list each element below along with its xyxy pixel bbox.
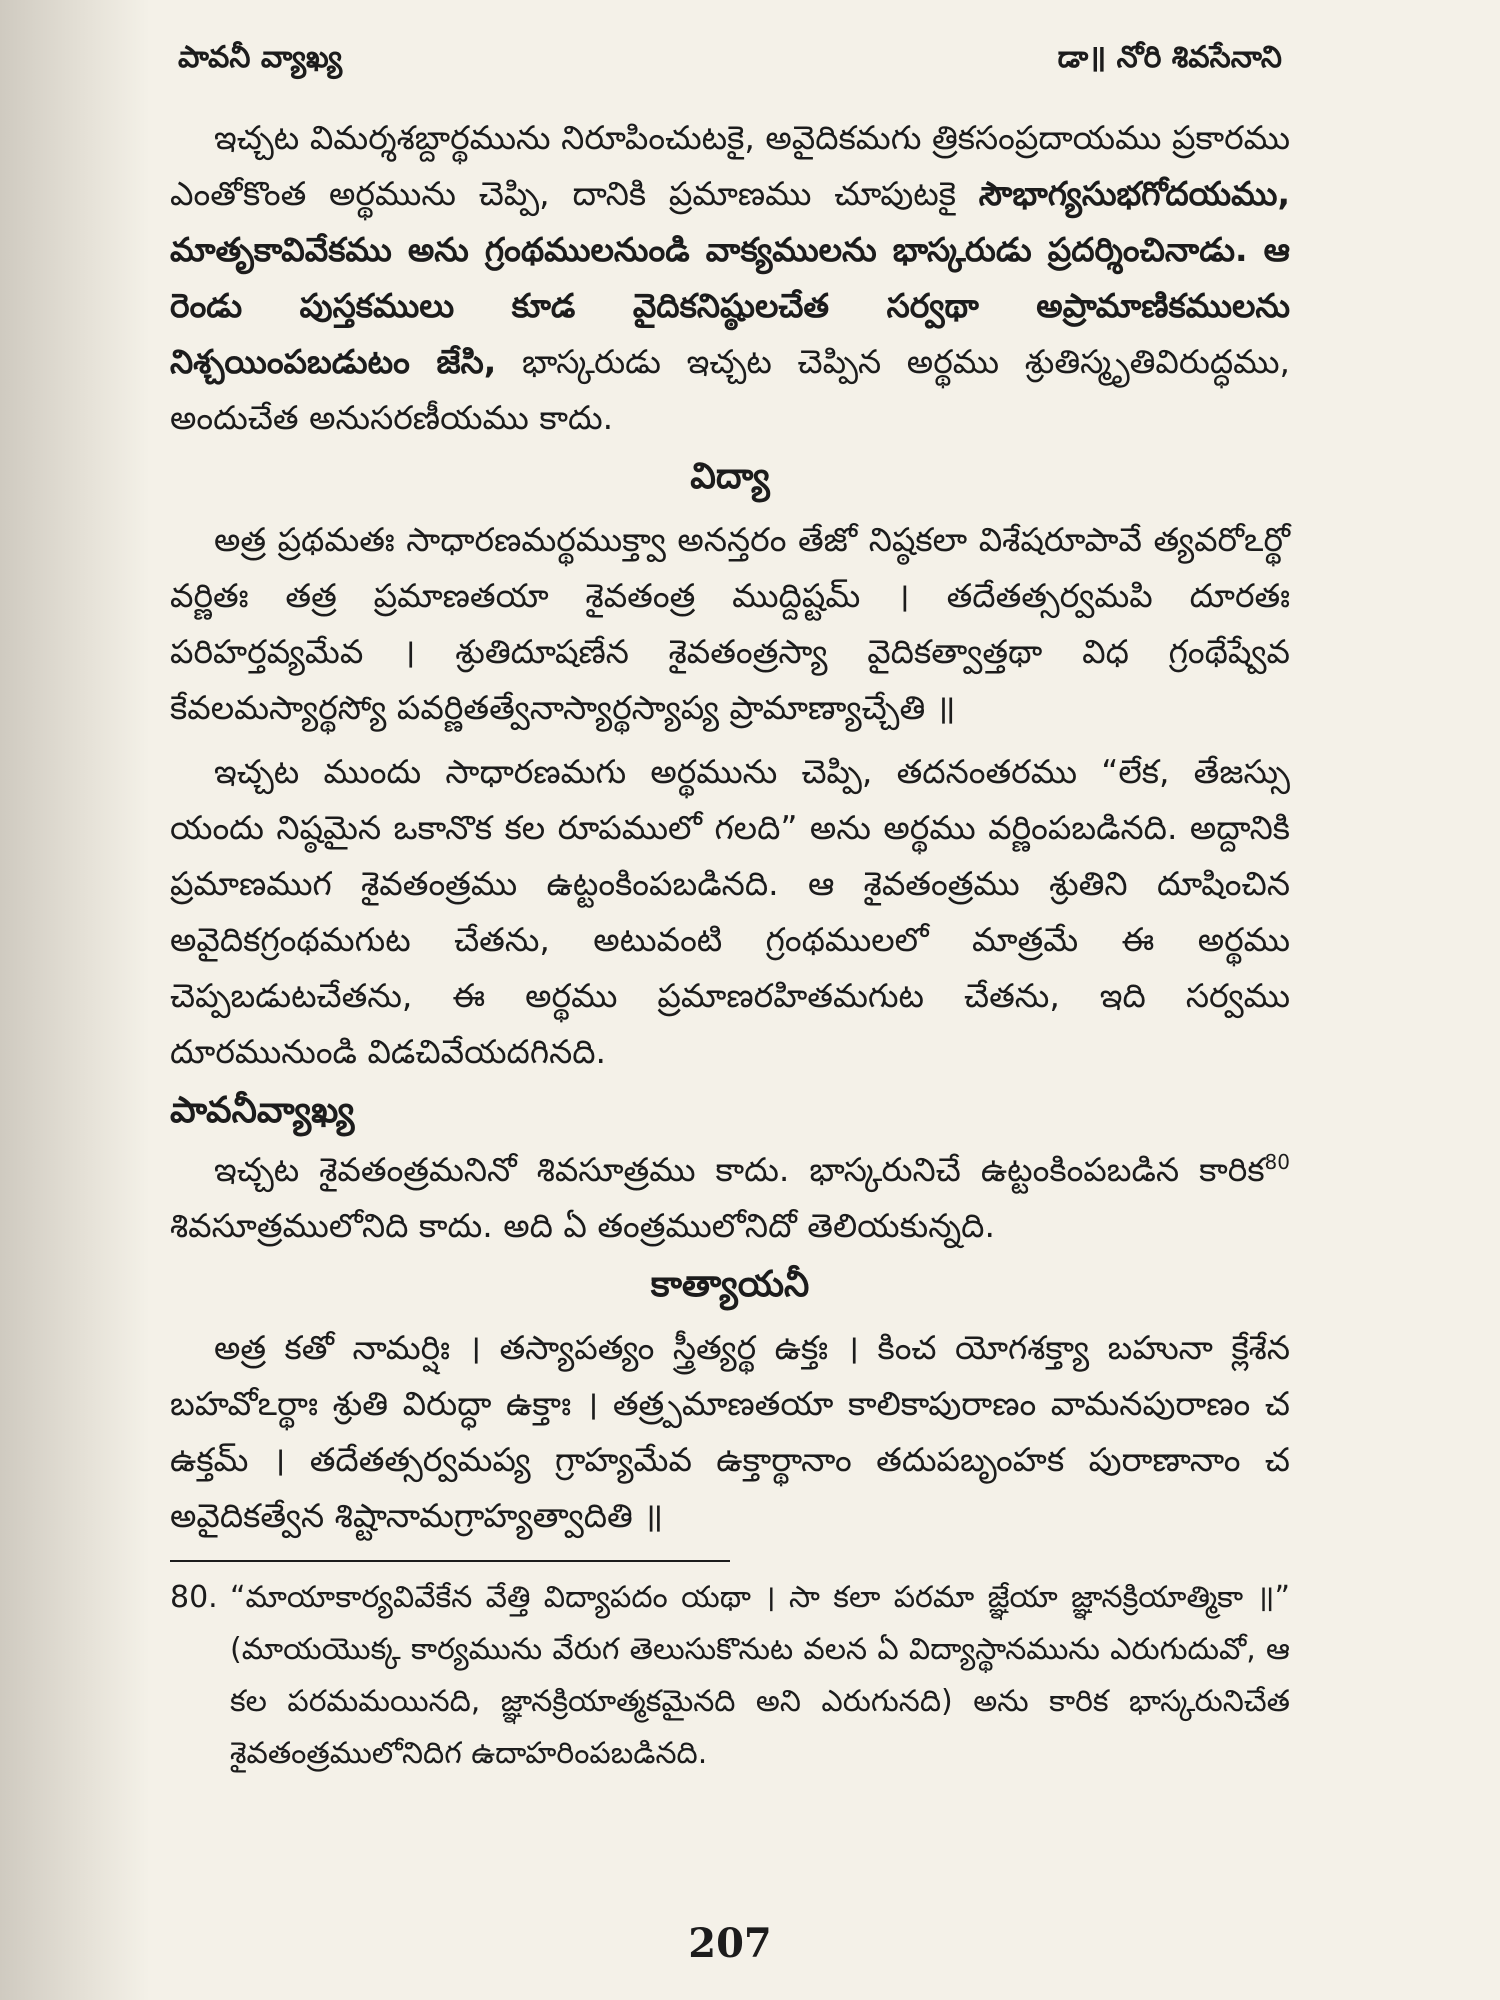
pavani-text-1: ఇచ్చట శైవతంత్రమనినో శివసూత్రము కాదు. భాస్కరునిచే ఉట్టంకింపబడిన కారిక <box>214 1150 1265 1189</box>
intro-text-2: భాస్కరుడు ఇచ్చట చెప్పిన అర్థము శ్రుతిస్మృతివిరుద్ధము, అందుచేత అనుసరణీయము కాదు. <box>170 342 1291 437</box>
page-number: 207 <box>688 1920 772 1967</box>
intro-paragraph <box>170 110 1290 446</box>
footnote-text: “మాయాకార్యవివేకేన వేత్తి విద్యాపదం యథా । సా కలా పరమా జ్ఞేయా జ్ఞానక్రియాత్మికా ॥” (మాయయొక్క కార్యమును వేరుగ తెలుసుకొనుట వలన ఏ విద్యాస్థానమును ఎరుగుదువో, ఆ కల పరమమయినది, జ్ఞానక్రియాత్మకమైనది అని ఎరుగునది) అను కారిక భాస్కరునిచేత శైవతంత్రములోనిదిగ ఉదాహరింపబడినది. <box>230 1580 1290 1771</box>
footnote-ref: 80 <box>1264 1150 1290 1174</box>
running-head-right: డా॥ నోరి శివసేనాని <box>1057 40 1282 75</box>
footnote-number: 80. <box>170 1580 218 1615</box>
book-page <box>170 40 1290 1970</box>
footnote <box>170 1572 1290 1780</box>
pavani-text-2: శివసూత్రములోనిది కాదు. అది ఏ తంత్రములోనిదో తెలియకున్నది. <box>170 1206 995 1245</box>
section-heading-vidya: విద్యా <box>690 456 770 497</box>
section-heading-pavani: పావనీవ్యాఖ్య <box>170 1090 355 1131</box>
running-head-left: పావనీ వ్యాఖ్య <box>178 40 343 75</box>
running-head <box>170 40 1290 82</box>
pavani-paragraph <box>170 1142 1290 1254</box>
book-binding-shadow <box>0 0 150 2000</box>
vidya-telugu-paragraph: ఇచ్చట ముందు సాధారణమగు అర్థమును చెప్పి, తదనంతరము “లేక, తేజస్సు యందు నిష్ఠమైన ఒకానొక కల రూపములో గలది” అను అర్థము వర్ణింపబడినది. అద్దానికి ప్రమాణముగ శైవతంత్రము ఉట్టంకింపబడినది. ఆ శైవతంత్రము శ్రుతిని దూషించిన అవైదికగ్రంథమగుట చేతను, అటువంటి గ్రంథములలో మాత్రమే ఈ అర్థము చెప్పబడుటచేతను, ఈ అర్థము ప్రమాణరహితమగుట చేతను, ఇది సర్వము దూరమునుండి విడచివేయదగినది. <box>170 752 1290 1071</box>
intro-text-bold: సౌభాగ్యసుభగోదయము, మాతృకావివేకము అను గ్రంథములనుండి వాక్యములను భాస్కరుడు ప్రదర్శించినాడు. ఆ రెండు పుస్తకములు కూడ వైదికనిష్ఠులచేత సర్వథా అప్రామాణికములను నిశ్చయింపబడుటం జేసి, <box>170 174 1290 381</box>
intro-text-1: ఇచ్చట విమర్శశబ్దార్థమును నిరూపించుటకై, అవైదికమగు త్రికసంప్రదాయము ప్రకారము ఎంతోకొంత అర్థమును చెప్పి, దానికి ప్రమాణము చూపుటకై <box>170 118 1290 213</box>
footnote-divider <box>170 1560 730 1562</box>
vidya-sanskrit-paragraph: అత్ర ప్రథమతః సాధారణమర్థముక్త్వా అనన్తరం తేజో నిష్ఠకలా విశేషరూపావే త్యవరోఽర్థో వర్ణితః తత్ర ప్రమాణతయా శైవతంత్ర ముద్దిష్టమ్ । తదేతత్సర్వమపి దూరతః పరిహర్తవ్యమేవ । శ్రుతిదూషణేన శైవతంత్రస్యా వైదికత్వాత్తథా విధ గ్రంథేష్వేవ కేవలమస్యార్థస్యో పవర్ణితత్వేనాస్యార్థస్యాప్య ప్రామాణ్యాచ్చేతి ॥ <box>170 520 1290 727</box>
section-heading-katyayani: కాత్యాయనీ <box>650 1264 810 1305</box>
katyayani-sanskrit-paragraph: అత్ర కతో నామర్షిః । తస్యాపత్యం స్త్రీత్యర్థ ఉక్తః । కించ యోగశక్త్యా బహునా క్లేశేన బహవోఽర్థాః శ్రుతి విరుద్ధా ఉక్తాః । తత్ర్పమాణతయా కాలికాపురాణం వామనపురాణం చ ఉక్తమ్ । తదేతత్సర్వమప్య గ్రాహ్యమేవ ఉక్తార్థానాం తదుపబృంహక పురాణానాం చ అవైదికత్వేన శిష్టానామగ్రాహ్యత్వాదితి ॥ <box>170 1328 1290 1535</box>
